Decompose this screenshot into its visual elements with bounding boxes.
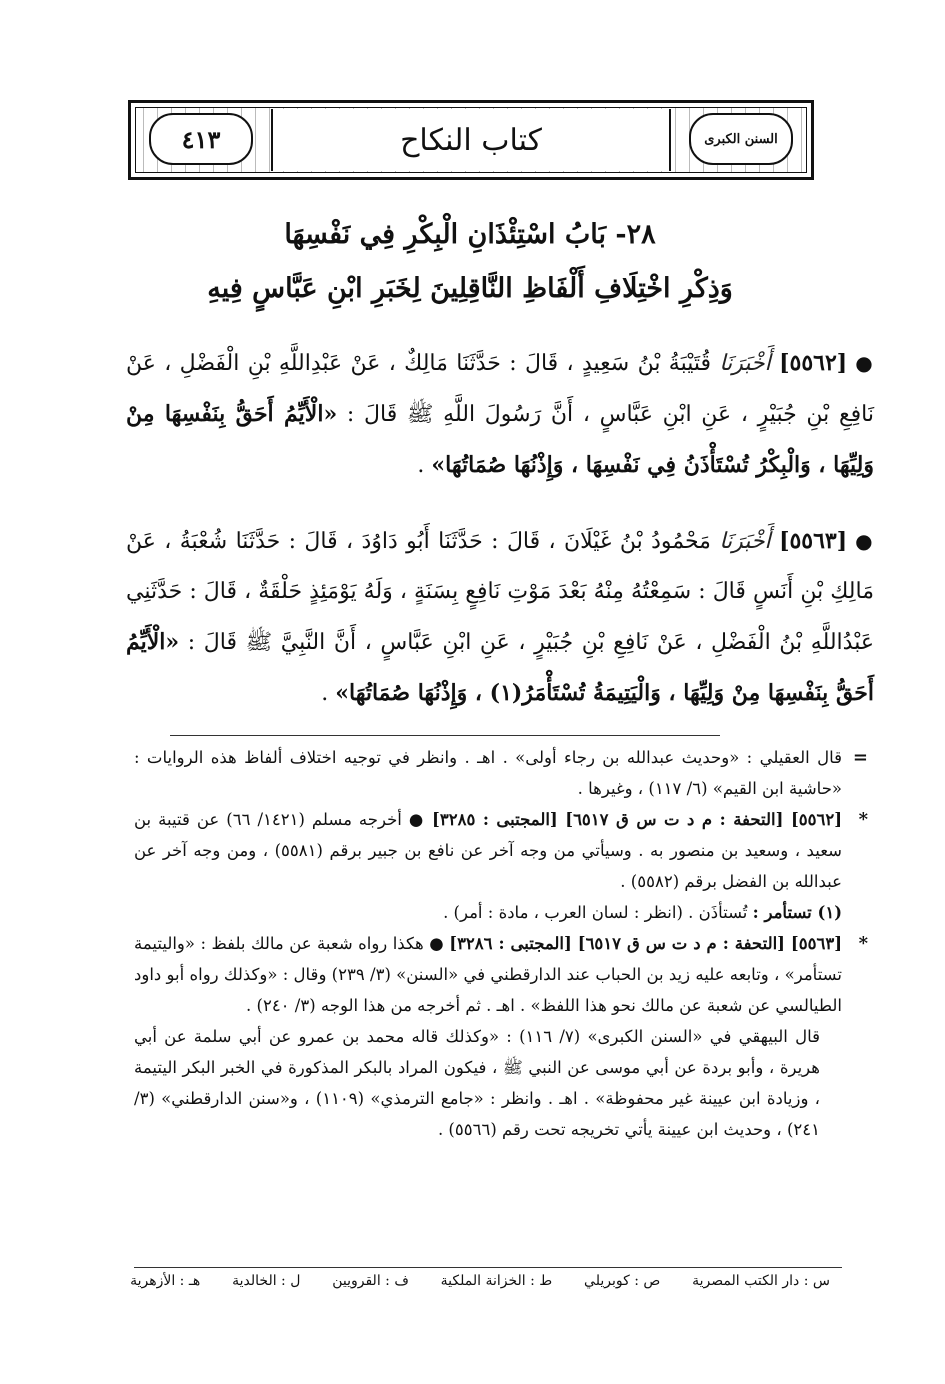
asterisk-icon: *	[858, 933, 868, 954]
footnote-reference: [٥٥٦٣] [التحفة : م د ت س ق ٦٥١٧] [المجتبى : ٣٢٨٦]	[449, 934, 842, 953]
footnote-reference: [٥٥٦٢] [التحفة : م د ت س ق ٦٥١٧] [المجتبى : ٣٢٨٥]	[432, 810, 843, 829]
footnote-note-1	[134, 897, 842, 928]
chapter-heading-line-2: وَذِكْرِ اخْتِلَافِ أَلْفَاظِ النَّاقِلِينَ لِخَبَرِ ابْنِ عَبَّاسٍ فِيهِ	[207, 273, 733, 304]
series-cartouche	[689, 113, 793, 165]
matn: «الْأَيِّمُ أَحَقُّ بِنَفْسِهَا مِنْ وَلِيِّهَا ، وَالْيَتِيمَةُ تُسْتَأْمَرُ(١) ، وَإِذْنُهَا صُمَاتُهَا»	[126, 629, 874, 706]
bullet-icon: ●	[855, 351, 874, 375]
chapter-heading-line-1: ٢٨- بَابُ اسْتِئْذَانِ الْبِكْرِ فِي نَفْسِهَا	[284, 219, 656, 250]
page-number: ٤١٣	[181, 124, 221, 154]
note-label: (١) تستأمر :	[752, 903, 842, 922]
page-number-cartouche	[149, 113, 253, 165]
hadith-end: .	[417, 453, 432, 478]
footnote-paragraph: قال البيهقي في «السنن الكبرى» (٧/ ١١٦) : «وكذلك قاله محمد بن عمرو عن أبي سلمة عن أبي هريرة ، وأبو بردة عن أبي موسى عن النبي ﷺ ، فيكون المراد بالبكر المذكورة في الخبر البكر اليتيمة ، وزيادة ابن عيينة غير محفوظة» . اهـ . وانظر : «جامع الترمذي» (١١٠٩) ، و«سنن الدارقطني» (٣/ ٢٤١) ، وحديث ابن عيينة يأتي تخريجه تحت رقم (٥٥٦٦) .	[134, 1027, 820, 1139]
footnote-text: ● أخرجه مسلم (١٤٢١/ ٦٦) عن قتيبة بن سعيد ، وسعيد بن منصور به . وسيأتي من وجه آخر عن نافع بن جبير برقم (٥٥٨١) ، ومن وجه آخر عن عبدالله بن الفضل برقم (٥٥٨٢) .	[134, 810, 842, 891]
asterisk-icon: *	[858, 809, 868, 830]
matn: «الْأَيِّمُ أَحَقُّ بِنَفْسِهَا مِنْ وَلِيِّهَا ، وَالْبِكْرُ تُسْتَأْذَنُ فِي نَفْسِهَا ، وَإِذْنُهَا صُمَاتُهَا»	[126, 401, 874, 478]
page-header	[128, 100, 814, 180]
footnote-text: تُستأذَن . (انظر : لسان العرب ، مادة : أمر) .	[443, 903, 748, 922]
series-label: السنن الكبرى	[704, 131, 778, 147]
siglum: ل : الخالدية	[232, 1273, 301, 1289]
footnote-text: قال العقيلي : «وحديث عبدالله بن رجاء أولى» . اهـ . وانظر في توجيه اختلاف ألفاظ هذه الروايات : «حاشية ابن القيم» (٦/ ١١٧) ، وغيرها .	[134, 748, 842, 798]
hadith-5562	[126, 338, 874, 491]
hadith-number: [٥٥٦٣]	[779, 528, 848, 554]
chapter-heading	[190, 208, 750, 316]
footnote-5562	[134, 804, 868, 897]
header-title-panel	[271, 109, 671, 171]
hadith-number: [٥٥٦٢]	[779, 350, 848, 376]
siglum: هـ : الأزهرية	[130, 1273, 201, 1289]
footnote-text: ● هكذا رواه شعبة عن مالك بلفظ : «واليتيمة تستأمر» ، وتابعه عليه زيد بن الحباب عند الدارقطني في «السنن» (٣/ ٢٣٩) وقال : «وكذلك رواه أبو داود الطيالسي عن شعبة عن مالك نحو هذا اللفظ» . اهـ . ثم أخرجه من هذا الوجه (٣/ ٢٤٠) .	[134, 934, 842, 1015]
continuation-mark: =	[852, 747, 868, 768]
footnote-5563	[134, 928, 868, 1021]
footnote-divider	[170, 735, 720, 736]
siglum: ص : كوبريلي	[584, 1273, 661, 1289]
book-title: كتاب النكاح	[400, 122, 542, 158]
isnad: مَحْمُودُ بْنُ غَيْلَانَ ، قَالَ : حَدَّثَنَا أَبُو دَاوُدَ ، قَالَ : حَدَّثَنَا شُعْبَةُ ، عَنْ مَالِكِ بْنِ أَنَسٍ قَالَ : سَمِعْتُهُ مِنْهُ بَعْدَ مَوْتِ نَافِعٍ بِسَنَةٍ ، وَلَهُ يَوْمَئِذٍ حَلْقَةٌ ، قَالَ : حَدَّثَنِي عَبْدُاللَّهِ بْنُ الْفَضْلِ ، عَنْ نَافِعِ بْنِ جُبَيْرٍ ، عَنِ ابْنِ عَبَّاسٍ ، أَنَّ النَّبِيَّ ﷺ قَالَ :	[126, 529, 874, 655]
hadith-5563	[126, 516, 874, 719]
siglum: س : دار الكتب المصرية	[692, 1273, 830, 1289]
akhbarana: أَخْبَرَنَا	[719, 351, 771, 376]
manuscript-sigla	[130, 1273, 830, 1289]
isnad: قُتَيْبَةُ بْنُ سَعِيدٍ ، قَالَ : حَدَّثَنَا مَالِكٌ ، عَنْ عَبْدِاللَّهِ بْنِ الْفَضْلِ ، عَنْ نَافِعِ بْنِ جُبَيْرٍ ، عَنِ ابْنِ عَبَّاسٍ ، أَنَّ رَسُولَ اللَّهِ ﷺ قَالَ :	[126, 351, 874, 427]
bullet-icon: ●	[855, 529, 875, 553]
akhbarana: أَخْبَرَنَا	[719, 529, 771, 554]
siglum: ف : القرويين	[332, 1273, 409, 1289]
siglum: ط : الخزانة الملكية	[440, 1273, 553, 1289]
footnote-continuation	[134, 742, 868, 804]
bottom-divider	[134, 1267, 842, 1268]
footnotes	[134, 742, 868, 1145]
hadith-end: .	[321, 681, 336, 706]
